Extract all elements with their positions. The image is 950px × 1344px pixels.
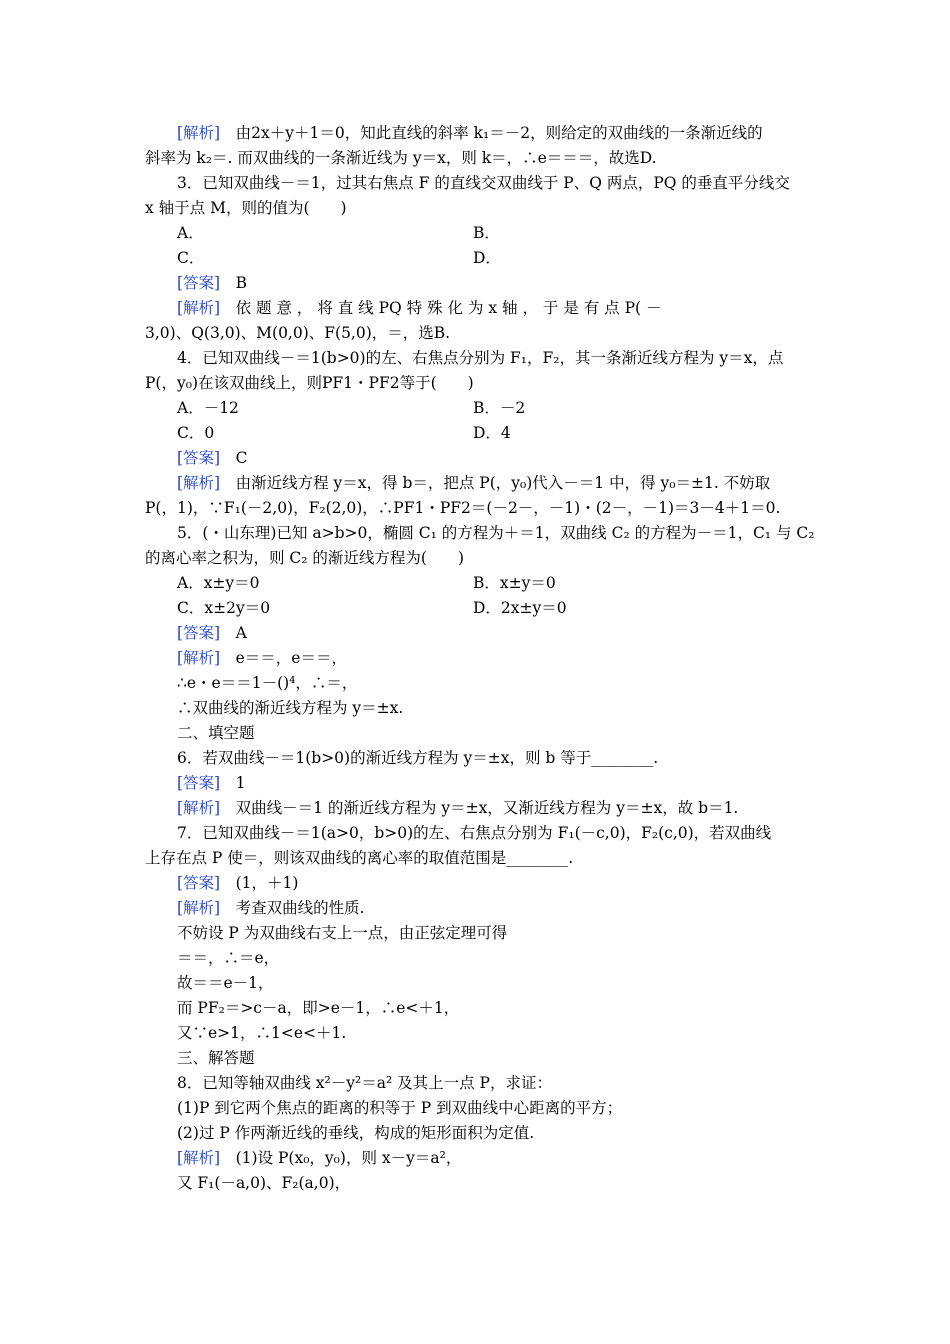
text-line (177, 448, 247, 468)
text-line (177, 473, 770, 493)
line-text: e＝＝，e＝＝， (220, 649, 347, 667)
answer-label: [答案] (177, 874, 221, 892)
answer-label: [答案] (177, 449, 221, 467)
section-heading: 二、填空题 (177, 724, 255, 742)
answer-label: [答案] (177, 624, 221, 642)
text-line: (2)过 P 作两渐近线的垂线，构成的矩形面积为定值. (177, 1124, 535, 1142)
text-line: 又∵e>1，∴1<e<＋1. (177, 1024, 347, 1042)
text-line: ∴e・e＝＝1－()⁴，∴＝， (177, 674, 358, 692)
text-line (177, 773, 245, 793)
analysis-label: [解析] (177, 899, 221, 917)
option-c: C．0 (177, 424, 215, 442)
option-c: C．x±2y＝0 (177, 599, 271, 617)
line-text: 由2x＋y＋1＝0，知此直线的斜率 k₁＝－2，则给定的双曲线的一条渐近线的 (220, 124, 763, 142)
line-text: B (220, 274, 247, 292)
text-line (177, 648, 347, 668)
question-6: 6．若双曲线－＝1(b>0)的渐近线方程为 y＝±x，则 b 等于________. (177, 749, 659, 767)
section-heading: 三、解答题 (177, 1049, 255, 1067)
line-text: 双曲线－＝1 的渐近线方程为 y＝±x，又渐近线方程为 y＝±x，故 b＝1. (220, 799, 739, 817)
line-text: 由渐近线方程 y＝x，得 b＝，把点 P(，y₀)代入－＝1 中，得 y₀＝±1. 不妨取 (220, 474, 771, 492)
question-3: 3．已知双曲线－＝1，过其右焦点 F 的直线交双曲线于 P、Q 两点，PQ 的垂直平分线交 (177, 174, 790, 192)
question-8: 8．已知等轴双曲线 x²－y²＝a² 及其上一点 P，求证： (177, 1074, 552, 1092)
line-text: (1)设 P(x₀，y₀)，则 x－y＝a²， (220, 1149, 462, 1167)
line-text: 依 题 意 ， 将 直 线 PQ 特 殊 化 为 x 轴 ， 于 是 有 点 P( － (220, 299, 662, 317)
answer-label: [答案] (177, 774, 221, 792)
text-line: 的离心率之积为，则 C₂ 的渐近线方程为( ) (145, 549, 465, 567)
answer-label: [答案] (177, 274, 221, 292)
text-line: ∴双曲线的渐近线方程为 y＝±x. (177, 699, 404, 717)
option-b: B．－2 (473, 399, 526, 417)
line-text: 1 (220, 774, 246, 792)
text-line (177, 1148, 461, 1168)
text-line: 斜率为 k₂＝. 而双曲线的一条渐近线为 y＝x，则 k＝，∴e＝＝＝，故选D. (145, 149, 657, 167)
option-c: C． (177, 249, 205, 267)
question-5: 5．(・山东理)已知 a>b>0，椭圆 C₁ 的方程为＋＝1，双曲线 C₂ 的方程为－＝1，C₁ 与 C₂ (177, 524, 815, 542)
option-a: A． (177, 224, 204, 242)
text-line: ＝＝，∴＝e， (177, 949, 280, 967)
text-line (177, 898, 365, 918)
option-d: D．4 (473, 424, 511, 442)
text-line: 上存在点 P 使＝，则该双曲线的离心率的取值范围是________. (145, 849, 574, 867)
text-line (177, 298, 662, 318)
text-line: x 轴于点 M，则的值为( ) (145, 199, 347, 217)
analysis-label: [解析] (177, 799, 221, 817)
text-line: 故＝＝e－1， (177, 974, 274, 992)
text-line (177, 623, 247, 643)
question-7: 7．已知双曲线－＝1(a>0，b>0)的左、右焦点分别为 F₁(－c,0)，F₂(c,0)，若双曲线 (177, 824, 772, 842)
text-line: 3,0)、Q(3,0)、M(0,0)、F(5,0)，＝，选B. (145, 324, 451, 342)
text-line (177, 873, 298, 893)
text-line: (1)P 到它两个焦点的距离的积等于 P 到双曲线中心距离的平方； (177, 1099, 623, 1117)
text-line: 而 PF₂＝>c－a，即>e－1，∴e<＋1， (177, 999, 460, 1017)
analysis-label: [解析] (177, 1149, 221, 1167)
text-line (177, 798, 738, 818)
analysis-label: [解析] (177, 299, 221, 317)
question-4: 4．已知双曲线－＝1(b>0)的左、右焦点分别为 F₁，F₂，其一条渐近线方程为 y＝x，点 (177, 349, 784, 367)
analysis-label: [解析] (177, 649, 221, 667)
text-line (177, 123, 763, 143)
text-line: 又 F₁(－a,0)、F₂(a,0)， (177, 1174, 351, 1192)
text-line: 不妨设 P 为双曲线右支上一点，由正弦定理可得 (177, 924, 508, 942)
line-text: A (220, 624, 247, 642)
option-d: D． (473, 249, 501, 267)
analysis-label: [解析] (177, 124, 221, 142)
text-line: P(，y₀)在该双曲线上，则PF1・PF2等于( ) (145, 374, 474, 392)
line-text: C (220, 449, 248, 467)
text-line (177, 273, 247, 293)
analysis-label: [解析] (177, 474, 221, 492)
option-d: D．2x±y＝0 (473, 599, 567, 617)
option-a: A．x±y＝0 (177, 574, 260, 592)
text-line: P(，1)，∵F₁(－2,0)，F₂(2,0)，∴PF1・PF2＝(－2－，－1)・(2－，－1)＝3－4＋1＝0. (145, 499, 781, 517)
line-text: 考查双曲线的性质. (220, 899, 365, 917)
option-b: B．x±y＝0 (473, 574, 556, 592)
option-b: B． (473, 224, 500, 242)
line-text: (1，＋1) (220, 874, 299, 892)
option-a: A．－12 (177, 399, 239, 417)
